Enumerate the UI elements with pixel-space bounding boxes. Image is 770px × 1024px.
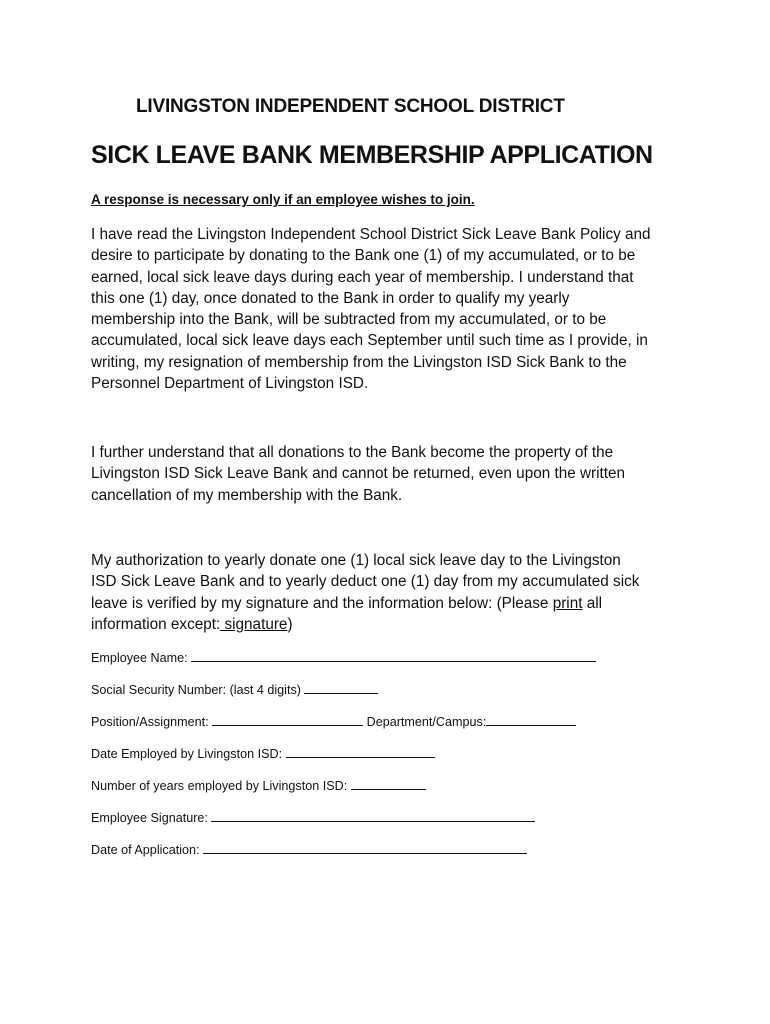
position-department-field	[91, 713, 576, 729]
years-employed-blank[interactable]	[351, 777, 426, 790]
paragraph-line: My authorization to yearly donate one (1) local sick leave day to the Livingston	[91, 552, 621, 569]
paragraph-line: Livingston ISD Sick Leave Bank and cannot be returned, even upon the written	[91, 465, 626, 483]
employee-name-label: Employee Name:	[91, 651, 188, 665]
paragraph-text: information except:	[91, 615, 221, 633]
department-blank[interactable]	[486, 713, 576, 726]
paragraph-line	[91, 593, 681, 614]
response-note: A response is necessary only if an employee wishes to join.	[91, 192, 475, 207]
paragraph-text: leave is verified by my signature and the information below: (Please	[91, 594, 553, 612]
paragraph-line: Personnel Department of Livingston ISD.	[91, 375, 369, 393]
paragraph-line: accumulated, local sick leave days each September until such time as I provide, in	[91, 332, 648, 350]
paragraph-text: all	[582, 594, 603, 612]
signature-label: Employee Signature:	[91, 811, 208, 825]
date-of-application-blank[interactable]	[203, 841, 527, 854]
date-of-application-label: Date of Application:	[91, 843, 200, 857]
paragraph-line: I have read the Livingston Independent School District Sick Leave Bank Policy and	[91, 226, 651, 243]
paragraph-line: earned, local sick leave days during each year of membership. I understand that	[91, 268, 634, 286]
years-employed-label: Number of years employed by Livingston ISD:	[91, 779, 348, 793]
years-employed-field	[91, 777, 426, 793]
paragraph-line: this one (1) day, once donated to the Bank in order to qualify my yearly	[91, 289, 570, 307]
date-employed-blank[interactable]	[286, 745, 435, 758]
paragraph-line: cancellation of my membership with the Bank.	[91, 486, 403, 504]
ssn-blank[interactable]	[304, 681, 378, 694]
ssn-label: Social Security Number: (last 4 digits)	[91, 683, 301, 697]
paragraph-text: )	[287, 615, 293, 633]
paragraph-line: desire to participate by donating to the Bank one (1) of my accumulated, or to be	[91, 247, 636, 265]
date-employed-field	[91, 745, 435, 761]
paragraph-line: writing, my resignation of membership from the Livingston ISD Sick Bank to the	[91, 353, 627, 371]
form-title: SICK LEAVE BANK MEMBERSHIP APPLICATION	[91, 141, 653, 169]
position-blank[interactable]	[212, 713, 363, 726]
paragraph-line: membership into the Bank, will be subtracted from my accumulated, or to be	[91, 311, 607, 329]
paragraph-line: I further understand that all donations to the Bank become the property of the	[91, 444, 614, 461]
authorization-paragraph	[91, 550, 681, 635]
employee-name-blank[interactable]	[191, 649, 596, 662]
paragraph-line	[91, 614, 681, 635]
signature-underlined: signature	[220, 615, 288, 633]
date-employed-label: Date Employed by Livingston ISD:	[91, 747, 283, 761]
department-label: Department/Campus:	[366, 715, 487, 729]
paragraph-line: ISD Sick Leave Bank and to yearly deduct one (1) day from my accumulated sick	[91, 573, 640, 591]
signature-blank[interactable]	[211, 809, 535, 822]
signature-field	[91, 809, 535, 825]
district-heading: LIVINGSTON INDEPENDENT SCHOOL DISTRICT	[136, 96, 565, 117]
donation-paragraph	[91, 442, 681, 506]
ssn-field	[91, 681, 378, 697]
date-of-application-field	[91, 841, 527, 857]
policy-paragraph	[91, 224, 681, 394]
position-label: Position/Assignment:	[91, 715, 209, 729]
print-underlined: print	[552, 594, 583, 612]
employee-name-field	[91, 649, 596, 665]
